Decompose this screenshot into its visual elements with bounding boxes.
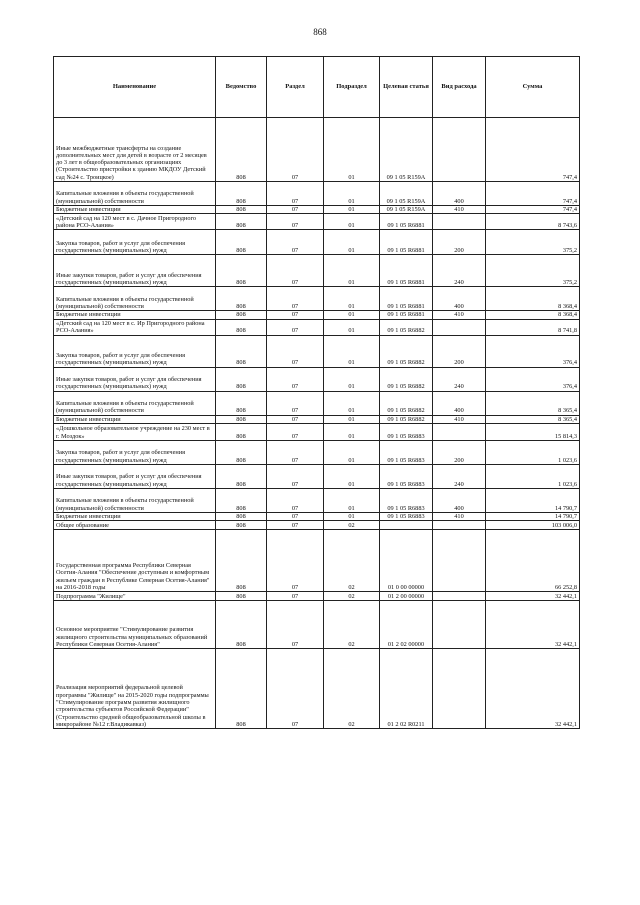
cell-amount: 747,4 [486,182,580,206]
cell-subsection: 02 [324,592,380,601]
cell-amount: 14 790,7 [486,488,580,512]
cell-department: 808 [216,287,267,311]
cell-section: 07 [267,311,324,319]
cell-section: 07 [267,391,324,415]
cell-expense-type [433,521,486,530]
cell-department: 808 [216,118,267,182]
cell-name: Капитальные вложения в объекты государственной (муниципальной) собственности [54,488,216,512]
cell-name: Иные закупки товаров, работ и услуг для обеспечения государственных (муниципальных) нужд [54,367,216,391]
cell-amount: 1 023,6 [486,440,580,464]
cell-subsection: 01 [324,391,380,415]
cell-target-article: 09 1 05 R6882 [380,319,433,335]
cell-target-article: 09 1 05 R159A [380,118,433,182]
cell-name: Бюджетные инвестиции [54,206,216,214]
cell-expense-type: 410 [433,311,486,319]
table-row [54,415,580,423]
cell-name: Капитальные вложения в объекты государственной (муниципальной) собственности [54,182,216,206]
cell-expense-type: 410 [433,206,486,214]
cell-expense-type [433,592,486,601]
cell-section: 07 [267,464,324,488]
cell-target-article: 09 1 05 R6882 [380,367,433,391]
table-row [54,423,580,440]
cell-amount: 32 442,1 [486,592,580,601]
cell-name: Государственная программа Республики Северная Осетия-Алания "Обеспечение доступным и комфортным жильем граждан в Республике Северная Осетия-Алания" на 2016-2018 годы [54,530,216,592]
header-amount: Сумма [486,57,580,118]
table-row [54,440,580,464]
cell-subsection: 01 [324,214,380,230]
cell-section: 07 [267,592,324,601]
cell-target-article: 09 1 05 R6883 [380,440,433,464]
cell-target-article: 01 2 02 R0211 [380,649,433,729]
cell-subsection: 01 [324,415,380,423]
table-header-row [54,57,580,118]
cell-name: Капитальные вложения в объекты государственной (муниципальной) собственности [54,391,216,415]
cell-subsection: 01 [324,512,380,520]
cell-section: 07 [267,367,324,391]
cell-subsection: 01 [324,206,380,214]
table-row [54,255,580,287]
cell-department: 808 [216,319,267,335]
cell-section: 07 [267,530,324,592]
cell-department: 808 [216,391,267,415]
cell-name: Подпрограмма "Жилище" [54,592,216,601]
cell-amount: 8 365,4 [486,415,580,423]
cell-section: 07 [267,415,324,423]
cell-subsection: 02 [324,521,380,530]
header-expense-type: Вид расхода [433,57,486,118]
header-section: Раздел [267,57,324,118]
cell-subsection: 01 [324,319,380,335]
cell-subsection: 01 [324,423,380,440]
table-body [54,118,580,729]
cell-department: 808 [216,649,267,729]
cell-subsection: 02 [324,601,380,649]
cell-subsection: 01 [324,255,380,287]
cell-department: 808 [216,601,267,649]
cell-expense-type: 240 [433,464,486,488]
cell-target-article: 09 1 05 R6881 [380,287,433,311]
cell-department: 808 [216,255,267,287]
cell-name: Основное мероприятие "Стимулирование развития жилищного строительства муниципальных образований Республики Северная Осетия-Алания" [54,601,216,649]
cell-section: 07 [267,335,324,367]
cell-target-article: 09 1 05 R6883 [380,512,433,520]
cell-name: Иные закупки товаров, работ и услуг для обеспечения государственных (муниципальных) нужд [54,464,216,488]
table-row [54,649,580,729]
cell-expense-type [433,319,486,335]
cell-amount: 375,2 [486,230,580,255]
cell-name: «Детский сад на 120 мест в с. Дачное Пригородного района РСО-Алания» [54,214,216,230]
cell-name: Бюджетные инвестиции [54,415,216,423]
cell-subsection: 02 [324,530,380,592]
cell-subsection: 01 [324,287,380,311]
cell-subsection: 01 [324,488,380,512]
table-row [54,118,580,182]
cell-name: Закупка товаров, работ и услуг для обеспечения государственных (муниципальных) нужд [54,230,216,255]
cell-expense-type [433,118,486,182]
cell-expense-type [433,601,486,649]
table-row [54,335,580,367]
cell-section: 07 [267,488,324,512]
table-row [54,530,580,592]
cell-expense-type: 410 [433,415,486,423]
cell-section: 07 [267,255,324,287]
cell-amount: 8 368,4 [486,287,580,311]
cell-amount: 376,4 [486,335,580,367]
table-row [54,287,580,311]
cell-department: 808 [216,423,267,440]
cell-name: Иные межбюджетные трансферты на создание дополнительных мест для детей в возрасте от 2 месяцев до 3 лет в общеобразовательных организациях (Строительство пристройки к зданию МКДОУ Детский сад №24 с. Троицкое) [54,118,216,182]
cell-amount: 103 006,0 [486,521,580,530]
cell-name: Общее образование [54,521,216,530]
cell-amount: 32 442,1 [486,649,580,729]
cell-name: Капитальные вложения в объекты государственной (муниципальной) собственности [54,287,216,311]
cell-section: 07 [267,521,324,530]
cell-department: 808 [216,367,267,391]
cell-expense-type: 200 [433,230,486,255]
cell-name: Бюджетные инвестиции [54,512,216,520]
cell-expense-type [433,423,486,440]
table-row [54,521,580,530]
cell-name: Закупка товаров, работ и услуг для обеспечения государственных (муниципальных) нужд [54,440,216,464]
cell-expense-type: 400 [433,182,486,206]
cell-amount: 747,4 [486,118,580,182]
table-row [54,391,580,415]
cell-subsection: 01 [324,118,380,182]
cell-expense-type [433,530,486,592]
cell-amount: 8 741,8 [486,319,580,335]
cell-target-article: 09 1 05 R6881 [380,255,433,287]
cell-name: Закупка товаров, работ и услуг для обеспечения государственных (муниципальных) нужд [54,335,216,367]
cell-department: 808 [216,214,267,230]
cell-subsection: 01 [324,440,380,464]
cell-target-article: 01 2 02 00000 [380,601,433,649]
cell-target-article: 09 1 05 R159A [380,206,433,214]
cell-amount: 8 743,6 [486,214,580,230]
cell-name: «Дошкольное образовательное учреждение на 230 мест в г. Моздок» [54,423,216,440]
table-row [54,601,580,649]
cell-target-article: 09 1 05 R6882 [380,335,433,367]
cell-name: Реализация мероприятий федеральной целевой программы "Жилище" на 2015-2020 годы подпрограммы "Стимулирование программ развития жилищного строительства субъектов Российской Федерации" (Строительство средней общеобразовательной школы в микрорайоне №12 г.Владикавказ) [54,649,216,729]
cell-amount: 376,4 [486,367,580,391]
cell-department: 808 [216,415,267,423]
cell-target-article [380,521,433,530]
cell-department: 808 [216,440,267,464]
table-row [54,488,580,512]
cell-subsection: 01 [324,311,380,319]
cell-amount: 14 790,7 [486,512,580,520]
cell-target-article: 09 1 05 R6881 [380,311,433,319]
cell-expense-type [433,649,486,729]
cell-department: 808 [216,182,267,206]
table-row [54,512,580,520]
cell-department: 808 [216,488,267,512]
cell-section: 07 [267,214,324,230]
cell-target-article: 09 1 05 R6882 [380,391,433,415]
cell-department: 808 [216,592,267,601]
cell-expense-type: 400 [433,391,486,415]
table-row [54,230,580,255]
cell-amount: 375,2 [486,255,580,287]
cell-department: 808 [216,512,267,520]
cell-amount: 747,4 [486,206,580,214]
cell-section: 07 [267,118,324,182]
cell-section: 07 [267,423,324,440]
cell-amount: 15 814,3 [486,423,580,440]
cell-expense-type: 410 [433,512,486,520]
cell-target-article: 09 1 05 R6881 [380,214,433,230]
cell-section: 07 [267,649,324,729]
cell-subsection: 01 [324,182,380,206]
cell-department: 808 [216,311,267,319]
cell-amount: 8 365,4 [486,391,580,415]
cell-expense-type: 400 [433,488,486,512]
cell-department: 808 [216,206,267,214]
cell-subsection: 01 [324,335,380,367]
cell-expense-type: 200 [433,440,486,464]
cell-department: 808 [216,464,267,488]
cell-section: 07 [267,206,324,214]
table-row [54,464,580,488]
table-row [54,367,580,391]
cell-section: 07 [267,512,324,520]
header-subsection: Подраздел [324,57,380,118]
cell-amount: 8 368,4 [486,311,580,319]
cell-target-article: 09 1 05 R6882 [380,415,433,423]
cell-subsection: 01 [324,464,380,488]
page-number: 868 [313,27,327,37]
cell-department: 808 [216,230,267,255]
cell-name: Бюджетные инвестиции [54,311,216,319]
cell-amount: 32 442,1 [486,601,580,649]
table-row [54,214,580,230]
header-department: Ведомство [216,57,267,118]
cell-department: 808 [216,530,267,592]
table-row [54,206,580,214]
cell-target-article: 09 1 05 R159A [380,182,433,206]
cell-target-article: 09 1 05 R6883 [380,488,433,512]
cell-amount: 66 252,8 [486,530,580,592]
budget-table [53,56,580,729]
cell-target-article: 09 1 05 R6883 [380,423,433,440]
header-target-article: Целевая статья [380,57,433,118]
cell-subsection: 01 [324,230,380,255]
table-row [54,311,580,319]
header-name: Наименование [54,57,216,118]
cell-name: Иные закупки товаров, работ и услуг для обеспечения государственных (муниципальных) нужд [54,255,216,287]
cell-department: 808 [216,521,267,530]
cell-section: 07 [267,440,324,464]
cell-target-article: 01 0 00 00000 [380,530,433,592]
cell-expense-type: 400 [433,287,486,311]
table-row [54,182,580,206]
cell-subsection: 01 [324,367,380,391]
cell-target-article: 09 1 05 R6881 [380,230,433,255]
cell-section: 07 [267,601,324,649]
cell-amount: 1 023,6 [486,464,580,488]
cell-target-article: 01 2 00 00000 [380,592,433,601]
cell-section: 07 [267,287,324,311]
cell-subsection: 02 [324,649,380,729]
cell-name: «Детский сад на 120 мест в с. Ир Пригородного района РСО-Алания» [54,319,216,335]
cell-section: 07 [267,319,324,335]
cell-expense-type: 240 [433,255,486,287]
cell-section: 07 [267,230,324,255]
table-row [54,319,580,335]
cell-department: 808 [216,335,267,367]
cell-section: 07 [267,182,324,206]
cell-expense-type [433,214,486,230]
table-row [54,592,580,601]
cell-expense-type: 200 [433,335,486,367]
cell-expense-type: 240 [433,367,486,391]
cell-target-article: 09 1 05 R6883 [380,464,433,488]
